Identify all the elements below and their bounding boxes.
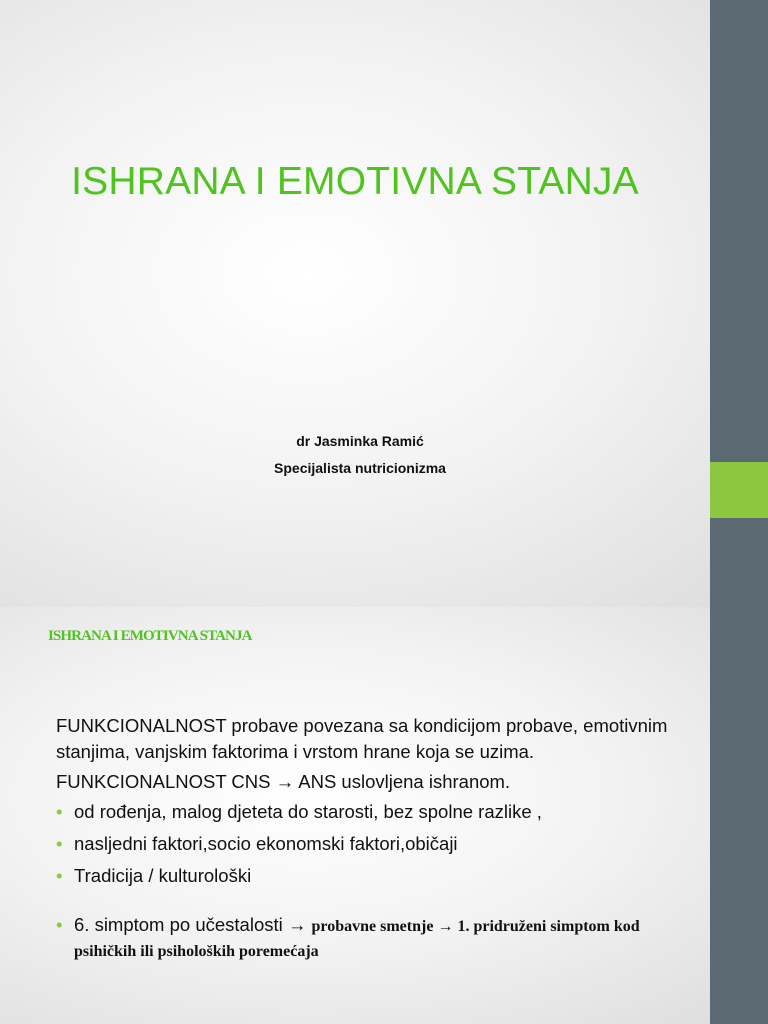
- side-accent: [710, 462, 768, 518]
- symptom-detail: probavne smetnje → 1. pridruženi simptom kod psihičkih ili psiholoških poremećaja: [74, 918, 640, 960]
- slide-title: ISHRANA I EMOTIVNA STANJA: [71, 160, 639, 203]
- paragraph: FUNKCIONALNOST CNS → ANS uslovljena ishranom.: [56, 771, 511, 792]
- side-bar: [710, 607, 768, 1024]
- slide-heading: ISHRANA I EMOTIVNA STANJA: [48, 628, 252, 644]
- author-role: Specijalista nutricionizma: [274, 460, 446, 476]
- spacer: [56, 895, 696, 913]
- paragraph: FUNKCIONALNOST probave povezana sa kondicijom probave, emotivnim stanjima, vanjskim faktorima i vrstom hrane koja se uzima.: [56, 715, 668, 762]
- author-name: dr Jasminka Ramić: [296, 433, 424, 449]
- symptom-lead: 6. simptom po učestalosti →: [74, 914, 312, 935]
- bullet-list: [56, 913, 696, 963]
- slide-body: [56, 713, 696, 969]
- content-slide: [0, 607, 768, 1024]
- bullet-item: • nasljedni faktori,socio ekonomski faktori,običaji: [56, 831, 696, 857]
- bullet-item: [56, 913, 696, 963]
- bullet-item: • Tradicija / kulturološki: [56, 863, 696, 889]
- bullet-list: [56, 799, 696, 889]
- bullet-item: • od rođenja, malog djeteta do starosti, bez spolne razlike ,: [56, 799, 696, 825]
